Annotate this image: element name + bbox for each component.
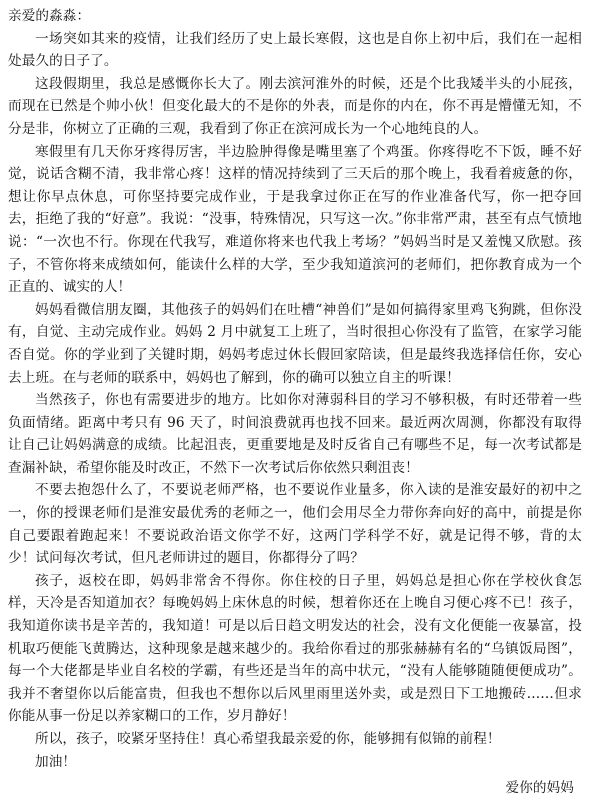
paragraph-6: 不要去抱怨什么了，不要说老师严格，也不要说作业量多，你入读的是淮安最好的初中之一，你的授课老师们是淮安最优秀的老师之一，他们会用尽全力带你奔向好的高中，前提是你自己要跟着跑起来！不要说政治语文你学不好，这两门学科学不好，就是记得不够，背的太少！试问每次考试，但凡老师讲过的题目，你都得分了吗？ xyxy=(8,482,582,567)
paragraph-8: 所以，孩子，咬紧牙坚持住！真心希望我最亲爱的你，能够拥有似锦的前程！ xyxy=(35,731,501,747)
signature: 爱你的妈妈 xyxy=(505,780,574,797)
paragraph-4: 妈妈看微信朋友圈，其他孩子的妈妈们在吐槽“神兽们”是如何搞得家里鸡飞狗跳，但你没有，自觉、主动完成作业。妈妈 2 月中就复工上班了，当时很担心你没有了监管，在家学习能否自觉。你的学业到了关键时期，妈妈考虑过休长假回家陪读，但是最终我选择信任你，安心去上班。在与老师的联系中，妈妈也了解到，你的确可以独立自主的听课！ xyxy=(8,301,582,386)
paragraph-7: 孩子，返校在即，妈妈非常舍不得你。你住校的日子里，妈妈总是担心你在学校伙食怎样，天冷是否知道加衣？每晚妈妈上床休息的时候，想着你还在上晚自习便心疼不已！孩子，我知道你读书是辛苦的，我知道！可是以后日趋文明发达的社会，没有文化便能一夜暴富，投机取巧便能飞黄腾达，这种现象是越来越少的。我给你看过的那张赫赫有名的“乌镇饭局图”，每一个大佬都是毕业自名校的学霸，有些还是当年的高中状元，“没有人能够随随便便成功”。我并不奢望你以后能富贵，但我也不想你以后风里雨里送外卖，或是烈日下工地搬砖……但求你能从事一份足以养家糊口的工作，岁月静好！ xyxy=(8,572,582,725)
closing-line: 加油！ xyxy=(35,753,77,770)
salutation: 亲爱的淼淼： xyxy=(8,8,91,24)
paragraph-3: 寒假里有几天你牙疼得厉害，半边脸肿得像是嘴里塞了个鸡蛋。你疼得吃不下饭，睡不好觉，说话含糊不清，我非常心疼！这样的情况持续到了三天后的那个晚上，我看着疲惫的你，想让你早点休息，可你坚持要完成作业，于是我拿过你正在写的作业准备代写，你一把夺回去，拒绝了我的“好意”。我说：“没事，特殊情况，只写这一次。”你非常严肃，甚至有点气愤地说：“一次也不行。你现在代我写，难道你将来也代我上考场？”妈妈当时是又羞愧又欣慰。孩子，不管你将来成绩如何，能读什么样的大学，至少我知道滨河的老师们，把你教育成为一个正直的、诚实的人！ xyxy=(8,143,582,296)
paragraph-5: 当然孩子，你也有需要进步的地方。比如你对薄弱科目的学习不够积极，有时还带着一些负面情绪。距离中考只有 96 天了，时间浪费就再也找不回来。最近两次周测，你都没有取得让自己让妈妈满意的成绩。比起沮丧，更重要地是及时反省自己有哪些不足，每一次考试都是查漏补缺，希望你能及时改正，不然下一次考试后你依然只剩沮丧！ xyxy=(8,392,582,476)
letter xyxy=(8,5,582,800)
paragraph-2: 这段假期里，我总是感慨你长大了。刚去滨河淮外的时候，还是个比我矮半头的小屁孩，而现在已然是个帅小伙！但变化最大的不是你的外表，而是你的内在，你不再是懵懂无知，不分是非，你树立了正确的三观，我看到了你正在滨河成长为一个心地纯良的人。 xyxy=(8,75,582,137)
paragraph-1: 一场突如其来的疫情，让我们经历了史上最长寒假，这也是自你上初中后，我们在一起相处最久的日子了。 xyxy=(8,30,582,70)
